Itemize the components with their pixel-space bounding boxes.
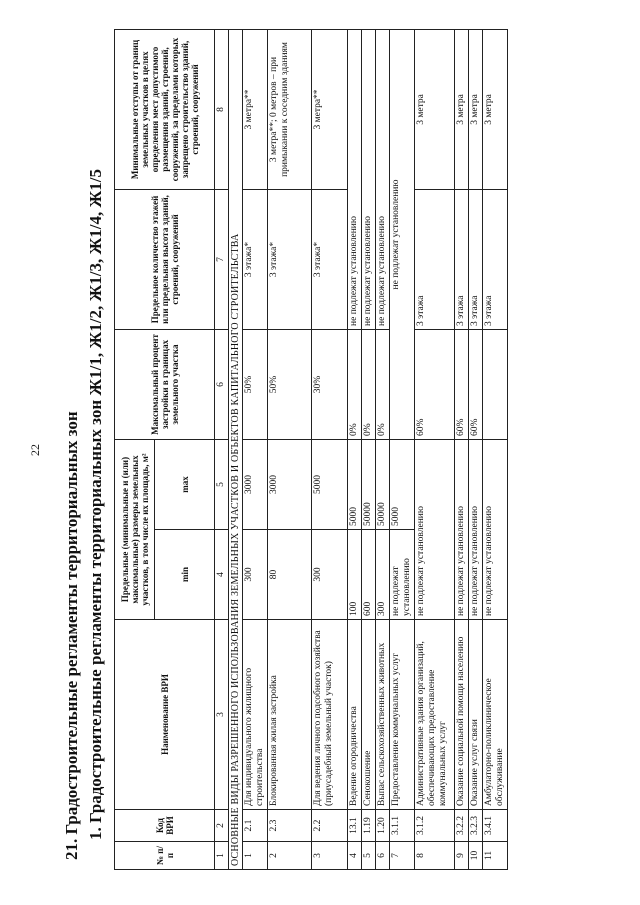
header-num: № п/п <box>115 842 215 870</box>
cell-setback: 3 метра <box>483 29 508 189</box>
header-size: Предельные (минимальные и (или) максимальные) размеры земельных участков, в том числе их площадь, м² <box>115 439 155 619</box>
header-name: Наименование ВРИ <box>115 620 215 810</box>
cell-code: 3.4.1 <box>483 810 508 842</box>
cell-percent: 50% <box>268 329 312 439</box>
rotated-document-sheet <box>22 20 622 880</box>
cell-floors: 3 этажа* <box>312 189 348 329</box>
cell-percent: 0% <box>362 329 376 439</box>
cell-setback: 3 метра <box>455 29 469 189</box>
cell-min: не подлежат установлению <box>390 530 415 620</box>
table-row <box>348 29 362 869</box>
table-row <box>390 29 415 869</box>
cell-code: 2.3 <box>268 810 312 842</box>
column-number: 1 <box>215 842 229 870</box>
column-number: 3 <box>215 620 229 810</box>
cell-num: 8 <box>415 842 455 870</box>
cell-name: Блокированная жилая застройка <box>268 620 312 810</box>
cell-code: 1.19 <box>362 810 376 842</box>
cell-name: Предоставление коммунальных услуг <box>390 620 415 810</box>
section-row: ОСНОВНЫЕ ВИДЫ РАЗРЕШЕННОГО ИСПОЛЬЗОВАНИЯ ЗЕМЕЛЬНЫХ УЧАСТКОВ И ОБЪЕКТОВ КАПИТАЛЬНОГО СТРОИТЕЛЬСТВА <box>229 29 243 869</box>
cell-num: 1 <box>243 842 268 870</box>
column-number: 2 <box>215 810 229 842</box>
cell-min: 300 <box>376 530 390 620</box>
cell-name: Административные здания организаций, обеспечивающих предоставление коммунальных услуг <box>415 620 455 810</box>
cell-name: Оказание услуг связи <box>469 620 483 810</box>
cell-percent: 0% <box>376 329 390 439</box>
cell-code: 3.1.2 <box>415 810 455 842</box>
cell-num: 6 <box>376 842 390 870</box>
table-row <box>469 29 483 869</box>
cell-size-merged: не подлежат установлению <box>415 439 455 619</box>
cell-merged: не подлежат установлению <box>362 29 376 329</box>
cell-percent: 60% <box>415 329 455 439</box>
cell-name: Для индивидуального жилищного строительства <box>243 620 268 810</box>
cell-percent: 30% <box>312 329 348 439</box>
cell-max: 5000 <box>348 439 362 529</box>
column-number: 5 <box>215 439 229 529</box>
cell-code: 3.2.2 <box>455 810 469 842</box>
cell-floors: 3 этажа* <box>268 189 312 329</box>
cell-merged: не подлежат установлению <box>390 29 415 439</box>
cell-setback: 3 метра <box>415 29 455 189</box>
cell-code: 13.1 <box>348 810 362 842</box>
cell-num: 5 <box>362 842 376 870</box>
cell-code: 3.1.1 <box>390 810 415 842</box>
table-row <box>312 29 348 869</box>
cell-num: 3 <box>312 842 348 870</box>
cell-min: 80 <box>268 530 312 620</box>
table-row <box>415 29 455 869</box>
subsection-heading: 1. Градостроительные регламенты территориальных зон Ж1/1, Ж1/2, Ж1/3, Ж1/4, Ж1/5 <box>86 168 105 840</box>
section-heading: 21. Градостроительные регламенты территориальных зон <box>62 411 81 860</box>
cell-setback: 3 метра <box>469 29 483 189</box>
table-row <box>483 29 508 869</box>
header-setback: Минимальные отступы от границ земельных участков в целях определения мест допустимого размещения зданий, строений, сооружений, за пределами которых запрещено строительство зданий, строений, сооружений <box>115 29 215 189</box>
cell-code: 3.2.3 <box>469 810 483 842</box>
cell-num: 11 <box>483 842 508 870</box>
cell-merged: не подлежат установлению <box>376 29 390 329</box>
table-row <box>268 29 312 869</box>
column-number: 4 <box>215 530 229 620</box>
cell-num: 4 <box>348 842 362 870</box>
cell-setback: 3 метра**; 0 метров – при примыкании к соседним зданиям <box>268 29 312 189</box>
cell-size-merged: не подлежат установлению <box>455 439 469 619</box>
header-floors: Предельное количество этажей или предельная высота зданий, строений, сооружений <box>115 189 215 329</box>
cell-max: 5000 <box>312 439 348 529</box>
cell-percent: 60% <box>469 329 483 439</box>
cell-percent: 50% <box>243 329 268 439</box>
cell-num: 2 <box>268 842 312 870</box>
page-number: 22 <box>28 444 42 456</box>
column-number: 6 <box>215 329 229 439</box>
table-row <box>376 29 390 869</box>
cell-name: Сенокошение <box>362 620 376 810</box>
header-min: min <box>155 530 215 620</box>
cell-code: 2.1 <box>243 810 268 842</box>
cell-min: 600 <box>362 530 376 620</box>
cell-name: Выпас сельскохозяйственных животных <box>376 620 390 810</box>
cell-merged: не подлежат установлению <box>348 29 362 329</box>
cell-percent <box>483 329 508 439</box>
cell-min: 300 <box>312 530 348 620</box>
cell-percent: 0% <box>348 329 362 439</box>
cell-floors: 3 этажа <box>483 189 508 329</box>
cell-min: 100 <box>348 530 362 620</box>
column-number: 8 <box>215 29 229 189</box>
cell-max: 50000 <box>376 439 390 529</box>
cell-floors: 3 этажа <box>415 189 455 329</box>
cell-num: 9 <box>455 842 469 870</box>
cell-floors: 3 этажа <box>469 189 483 329</box>
cell-floors: 3 этажа <box>455 189 469 329</box>
cell-num: 10 <box>469 842 483 870</box>
header-code: Код ВРИ <box>115 810 215 842</box>
cell-max: 3000 <box>268 439 312 529</box>
header-percent: Максимальный процент застройки в границах земельного участка <box>115 329 215 439</box>
cell-max: 5000 <box>390 439 415 529</box>
cell-max: 50000 <box>362 439 376 529</box>
cell-max: 3000 <box>243 439 268 529</box>
header-max: max <box>155 439 215 529</box>
cell-num: 7 <box>390 842 415 870</box>
cell-setback: 3 метра** <box>243 29 268 189</box>
cell-size-merged: не подлежат установлению <box>469 439 483 619</box>
column-number: 7 <box>215 189 229 329</box>
cell-floors: 3 этажа* <box>243 189 268 329</box>
cell-name: Ведение огородничества <box>348 620 362 810</box>
table-row <box>362 29 376 869</box>
cell-min: 300 <box>243 530 268 620</box>
cell-name: Амбулаторно-поликлиническое обслуживание <box>483 620 508 810</box>
regulations-table <box>114 29 508 870</box>
table-row <box>455 29 469 869</box>
cell-name: Оказание социальной помощи населению <box>455 620 469 810</box>
table-row <box>243 29 268 869</box>
cell-name: Для ведения личного подсобного хозяйства (приусадебный земельный участок) <box>312 620 348 810</box>
cell-size-merged: не подлежат установлению <box>483 439 508 619</box>
cell-percent: 60% <box>455 329 469 439</box>
cell-setback: 3 метра** <box>312 29 348 189</box>
cell-code: 1.20 <box>376 810 390 842</box>
cell-code: 2.2 <box>312 810 348 842</box>
